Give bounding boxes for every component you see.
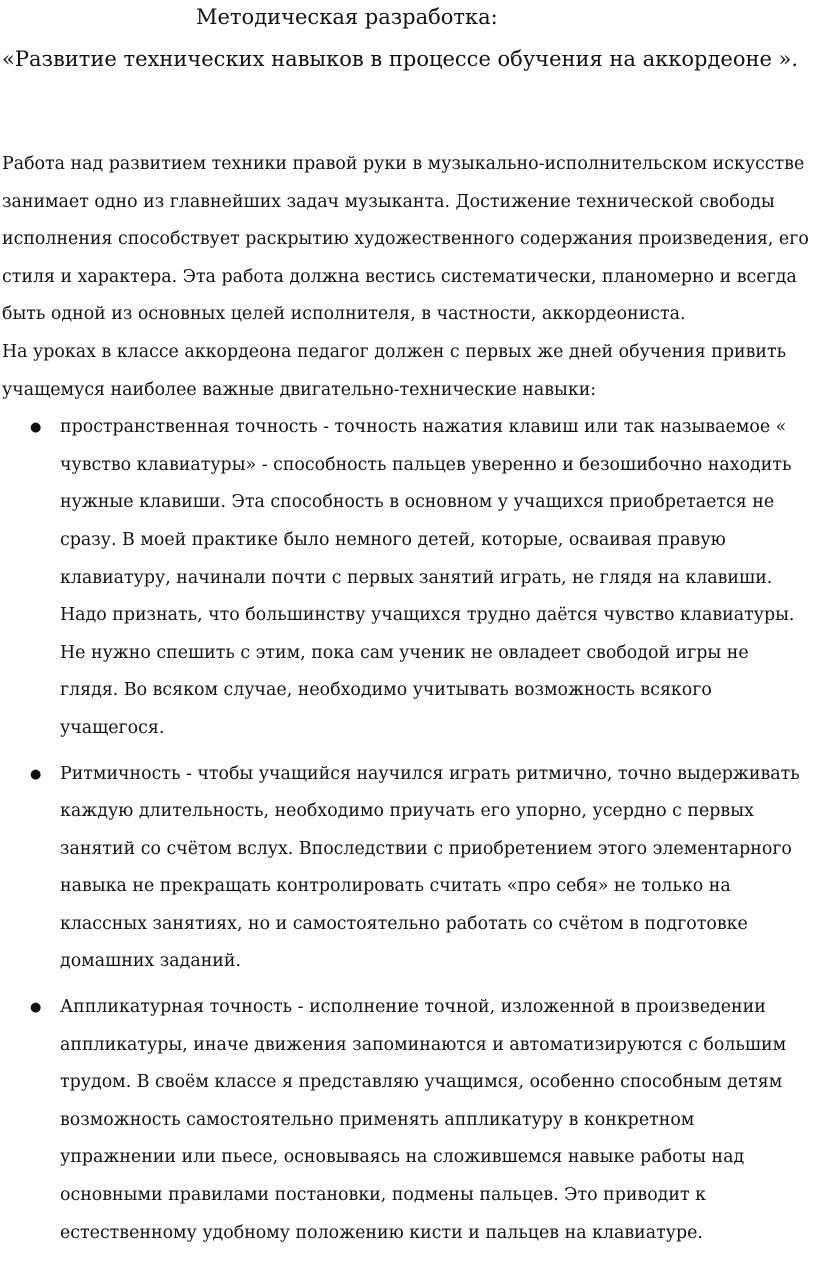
document-title-line1: Методическая разработка: <box>196 5 498 29</box>
list-item <box>2 989 812 1252</box>
paragraph-skills: На уроках в классе аккордеона педагог должен с первых же дней обучения привить учащемуся наиболее важные двигательно-технические навыки: <box>2 341 787 400</box>
list-item-text: Ритмичность - чтобы учащийся научился играть ритмично, точно выдерживать каждую длительность, необходимо приучать его упорно, усердно с первых занятий со счётом вслух. Впоследствии с приобретением этого элементарного навыка не прекращать контролировать считать «про себя» не только на классных занятиях, но и самостоятельно работать со счётом в подготовке домашних заданий. <box>60 763 800 972</box>
list-item <box>2 756 812 982</box>
bullet-icon: ● <box>30 420 42 436</box>
list-item-text: пространственная точность - точность нажатия клавиш или так называемое « чувство клавиатуры» - способность пальцев уверенно и безошибочно находить нужные клавиши. Эта способность в основном у учащихся приобретается не сразу. В моей практике было немного детей, которые, осваивая правую клавиатуру, начинали почти с первых занятий играть, не глядя на клавиши. Надо признать, что большинству учащихся трудно даётся чувство клавиатуры. Не нужно спешить с этим, пока сам ученик не овладеет свободой игры не глядя. Во всяком случае, необходимо учитывать возможность всякого учащегося. <box>60 417 795 738</box>
list-item <box>2 409 812 747</box>
skills-list <box>2 409 812 1252</box>
bullet-icon: ● <box>30 766 42 782</box>
document-title-line2: «Развитие технических навыков в процессе обучения на аккордеоне ». <box>2 47 799 71</box>
paragraph-intro: Работа над развитием техники правой руки в музыкально-исполнительском искусстве занимает одно из главнейших задач музыканта. Достижение технической свободы исполнения способствует раскрытию художественного содержания произведения, его стиля и характера. Эта работа должна вестись систематически, планомерно и всегда быть одной из основных целей исполнителя, в частности, аккордеониста. <box>2 154 809 325</box>
document-body <box>2 146 812 1252</box>
list-item-text: Аппликатурная точность - исполнение точной, изложенной в произведении аппликатуры, иначе движения запоминаются и автоматизируются с большим трудом. В своём классе я представляю учащимся, особенно способным детям возможность самостоятельно применять аппликатуру в конкретном упражнении или пьесе, основываясь на сложившемся навыке работы над основными правилами постановки, подмены пальцев. Это приводит к естественному удобному положению кисти и пальцев на клавиатуре. <box>60 997 787 1243</box>
bullet-icon: ● <box>30 1000 42 1016</box>
